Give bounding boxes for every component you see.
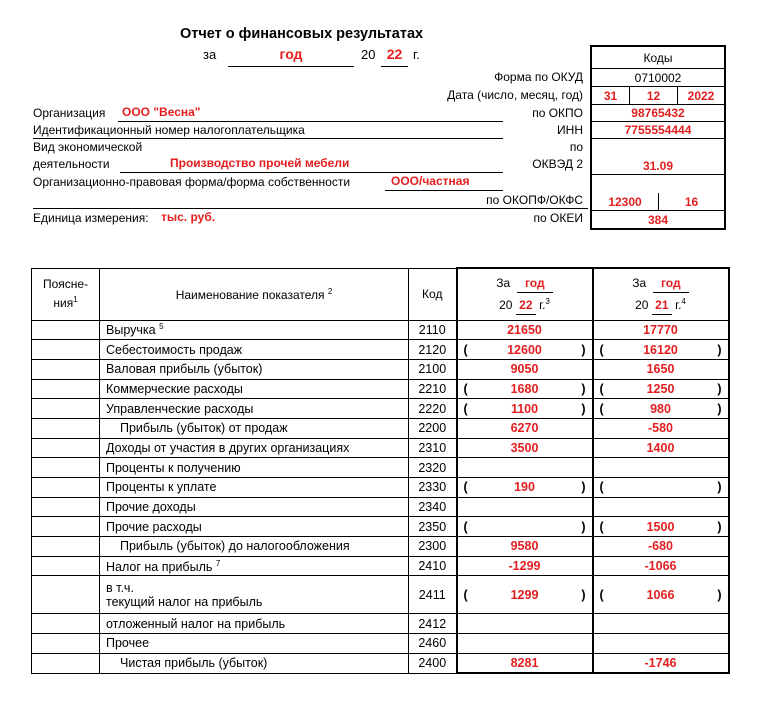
row-notes	[32, 458, 100, 478]
codes-box	[590, 45, 726, 230]
table-row	[32, 634, 729, 654]
row-value-cur: ( 1100 )	[457, 399, 593, 419]
row-code: 2210	[409, 379, 457, 399]
table-row	[32, 399, 729, 419]
code-okopf: 12300	[592, 193, 659, 210]
unit-value: тыс. руб.	[161, 210, 216, 224]
row-code: 2340	[409, 497, 457, 517]
label-inn: Идентификационный номер налогоплательщика	[33, 123, 305, 137]
label-inn-short: ИНН	[557, 123, 583, 137]
table-row	[32, 340, 729, 360]
organization-value: ООО "Весна"	[122, 105, 201, 119]
row-value-cur: 9580	[457, 537, 593, 557]
table-row	[32, 359, 729, 379]
row-value-prev: -680	[593, 537, 729, 557]
head-previous: За год 20 21 г.$^4$	[593, 268, 729, 320]
row-value-cur: ( 1299 )	[457, 576, 593, 614]
table-row	[32, 379, 729, 399]
label-activity-2: деятельности	[33, 157, 110, 171]
codes-title: Коды	[643, 50, 673, 65]
activity-value: Производство прочей мебели	[170, 156, 350, 170]
code-date-month: 12	[630, 87, 678, 104]
label-okei: по ОКЕИ	[533, 211, 583, 225]
table-row	[32, 653, 729, 673]
row-code: 2460	[409, 634, 457, 654]
row-name: Коммерческие расходы	[100, 379, 409, 399]
row-code: 2330	[409, 478, 457, 498]
table-row	[32, 517, 729, 537]
row-name: Прочие доходы	[100, 497, 409, 517]
table-row	[32, 438, 729, 458]
row-notes	[32, 517, 100, 537]
label-okopf: по ОКОПФ/ОКФС	[486, 193, 583, 207]
table-row	[32, 497, 729, 517]
period-prefix: за	[203, 47, 217, 62]
row-notes	[32, 399, 100, 419]
row-value-prev: ( 1250 )	[593, 379, 729, 399]
head-code: Код	[409, 268, 457, 320]
table-row	[32, 537, 729, 557]
row-value-prev: -580	[593, 418, 729, 438]
row-name: Проценты к получению	[100, 458, 409, 478]
table-row	[32, 478, 729, 498]
label-okved: ОКВЭД 2	[532, 157, 583, 171]
row-code: 2412	[409, 614, 457, 634]
row-name: Прочее	[100, 634, 409, 654]
row-notes	[32, 438, 100, 458]
row-name: Доходы от участия в других организациях	[100, 438, 409, 458]
row-value-prev: 17770	[593, 320, 729, 340]
row-code: 2110	[409, 320, 457, 340]
row-value-prev	[593, 634, 729, 654]
code-inn: 7755554444	[624, 123, 692, 137]
row-name: Проценты к уплате	[100, 478, 409, 498]
table-row	[32, 556, 729, 576]
row-value-cur	[457, 634, 593, 654]
table-row	[32, 614, 729, 634]
table-row	[32, 576, 729, 614]
row-notes	[32, 320, 100, 340]
row-notes	[32, 537, 100, 557]
row-code: 2411	[409, 576, 457, 614]
row-name: отложенный налог на прибыль	[100, 614, 409, 634]
row-value-prev	[593, 614, 729, 634]
row-value-prev: 1400	[593, 438, 729, 458]
row-value-cur: 3500	[457, 438, 593, 458]
row-name: Прибыль (убыток) от продаж	[100, 418, 409, 438]
row-name: в т.ч. текущий налог на прибыль	[100, 576, 409, 614]
row-code: 2320	[409, 458, 457, 478]
row-value-cur: ( 1680 )	[457, 379, 593, 399]
head-name: Наименование показателя $^2$	[100, 268, 409, 320]
row-value-prev	[593, 497, 729, 517]
row-code: 2350	[409, 517, 457, 537]
row-code: 2410	[409, 556, 457, 576]
code-okud: 0710002	[634, 70, 682, 85]
row-code: 2400	[409, 653, 457, 673]
code-okpo: 98765432	[631, 106, 685, 120]
row-value-prev: ( 16120 )	[593, 340, 729, 360]
label-activity-1: Вид экономической	[33, 140, 143, 154]
row-code: 2200	[409, 418, 457, 438]
row-value-cur	[457, 614, 593, 634]
row-value-cur: 8281	[457, 653, 593, 673]
row-notes	[32, 478, 100, 498]
row-notes	[32, 576, 100, 614]
row-name: Себестоимость продаж	[100, 340, 409, 360]
row-notes	[32, 653, 100, 673]
label-form-okud: Форма по ОКУД	[494, 70, 583, 84]
row-value-cur: ( )	[457, 517, 593, 537]
row-value-prev: ( )	[593, 478, 729, 498]
row-code: 2300	[409, 537, 457, 557]
row-value-cur	[457, 497, 593, 517]
label-date: Дата (число, месяц, год)	[447, 88, 583, 102]
row-value-cur: 9050	[457, 359, 593, 379]
row-code: 2220	[409, 399, 457, 419]
row-name: Прочие расходы	[100, 517, 409, 537]
row-value-prev: 1650	[593, 359, 729, 379]
year-prefix: 20	[361, 47, 376, 62]
row-value-cur: 21650	[457, 320, 593, 340]
code-date-year: 2022	[687, 88, 715, 103]
row-name: Валовая прибыль (убыток)	[100, 359, 409, 379]
row-value-prev	[593, 458, 729, 478]
row-value-cur: -1299	[457, 556, 593, 576]
row-value-prev: -1746	[593, 653, 729, 673]
legal-form-value: ООО/частная	[391, 174, 470, 188]
code-okei: 384	[647, 212, 669, 227]
label-po-okpo: по ОКПО	[532, 106, 583, 120]
row-notes	[32, 556, 100, 576]
row-value-prev: ( 980 )	[593, 399, 729, 419]
table-row	[32, 418, 729, 438]
row-notes	[32, 614, 100, 634]
label-organization: Организация	[33, 106, 106, 120]
row-notes	[32, 634, 100, 654]
row-name: Налог на прибыль $^7$	[100, 556, 409, 576]
label-po: по	[569, 140, 583, 154]
code-date-day: 31	[592, 87, 630, 104]
code-okfs: 16	[684, 194, 699, 209]
row-value-cur: ( 12600 )	[457, 340, 593, 360]
row-notes	[32, 418, 100, 438]
table-row	[32, 458, 729, 478]
label-legal-form: Организационно-правовая форма/форма собственности	[33, 175, 351, 189]
head-notes: Поясне- ния$^1$	[32, 268, 100, 320]
row-value-cur: 6270	[457, 418, 593, 438]
row-value-cur	[457, 458, 593, 478]
row-notes	[32, 359, 100, 379]
row-value-prev: -1066	[593, 556, 729, 576]
year-value: 22	[386, 46, 403, 62]
row-code: 2100	[409, 359, 457, 379]
row-notes	[32, 497, 100, 517]
row-name: Выручка $^5$	[100, 320, 409, 340]
row-name: Управленческие расходы	[100, 399, 409, 419]
row-notes	[32, 340, 100, 360]
row-name: Чистая прибыль (убыток)	[100, 653, 409, 673]
row-name: Прибыль (убыток) до налогообложения	[100, 537, 409, 557]
row-value-prev: ( 1066 )	[593, 576, 729, 614]
code-okved: 31.09	[642, 158, 674, 173]
head-current: За год 20 22 г.$^3$	[457, 268, 593, 320]
row-code: 2120	[409, 340, 457, 360]
period-value: год	[279, 46, 303, 62]
row-value-prev: ( 1500 )	[593, 517, 729, 537]
row-value-cur: ( 190 )	[457, 478, 593, 498]
row-notes	[32, 379, 100, 399]
table-row	[32, 320, 729, 340]
page-title: Отчет о финансовых результатах	[180, 26, 424, 42]
row-code: 2310	[409, 438, 457, 458]
label-unit: Единица измерения:	[33, 211, 149, 225]
year-suffix: г.	[413, 47, 420, 62]
financial-results-table	[31, 267, 730, 674]
